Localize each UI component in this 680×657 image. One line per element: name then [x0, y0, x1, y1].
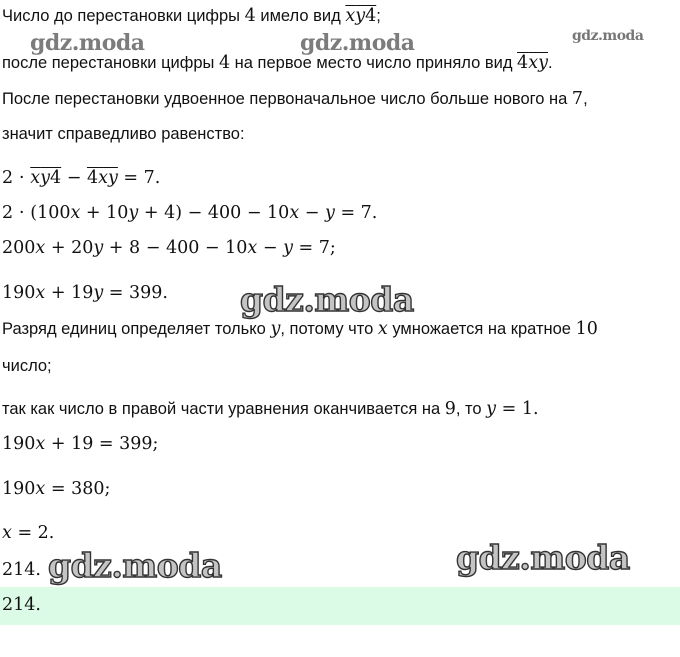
- equation: 190x + 19y = 399.: [2, 283, 168, 303]
- watermark: gdz.moda: [572, 28, 644, 44]
- watermark: gdz.moda: [300, 30, 415, 56]
- equation: x = 2.: [2, 523, 55, 543]
- overlined-number: 4xy: [86, 168, 118, 188]
- overlined-number: xy4: [345, 6, 377, 26]
- equation: 190x + 19 = 399;: [2, 434, 159, 454]
- text-line: Число до перестановки цифры 4 имело вид xy4;: [2, 6, 381, 26]
- watermark: gdz.moda: [240, 280, 414, 319]
- text-line: значит справедливо равенство:: [2, 125, 245, 143]
- equation: 2 ⋅ (100x + 10y + 4) − 400 − 10x − y = 7.: [2, 203, 378, 223]
- watermark: gdz.moda: [30, 30, 145, 56]
- task-number: 214.: [2, 560, 41, 580]
- text-line: число;: [2, 357, 52, 375]
- highlight-band: [0, 587, 680, 625]
- watermark: gdz.moda: [48, 546, 222, 585]
- text-line: после перестановки цифры 4 на первое место число приняло вид 4xy.: [2, 53, 553, 73]
- equation: 190x = 380;: [2, 479, 111, 499]
- text-line: Разряд единиц определяет только y, потому что x умножается на кратное 10: [2, 319, 598, 339]
- watermark: gdz.moda: [456, 538, 630, 577]
- overlined-number: xy4: [30, 168, 62, 188]
- equation: 200x + 20y + 8 − 400 − 10x − y = 7;: [2, 238, 336, 258]
- task-number[interactable]: 214.: [2, 595, 41, 615]
- equation: 2 ⋅ xy4 − 4xy = 7.: [2, 168, 161, 188]
- overlined-number: 4xy: [517, 53, 548, 73]
- text-line: После перестановки удвоенное первоначальное число больше нового на 7,: [2, 89, 588, 109]
- text-line: так как число в правой части уравнения оканчивается на 9, то y = 1.: [2, 399, 539, 419]
